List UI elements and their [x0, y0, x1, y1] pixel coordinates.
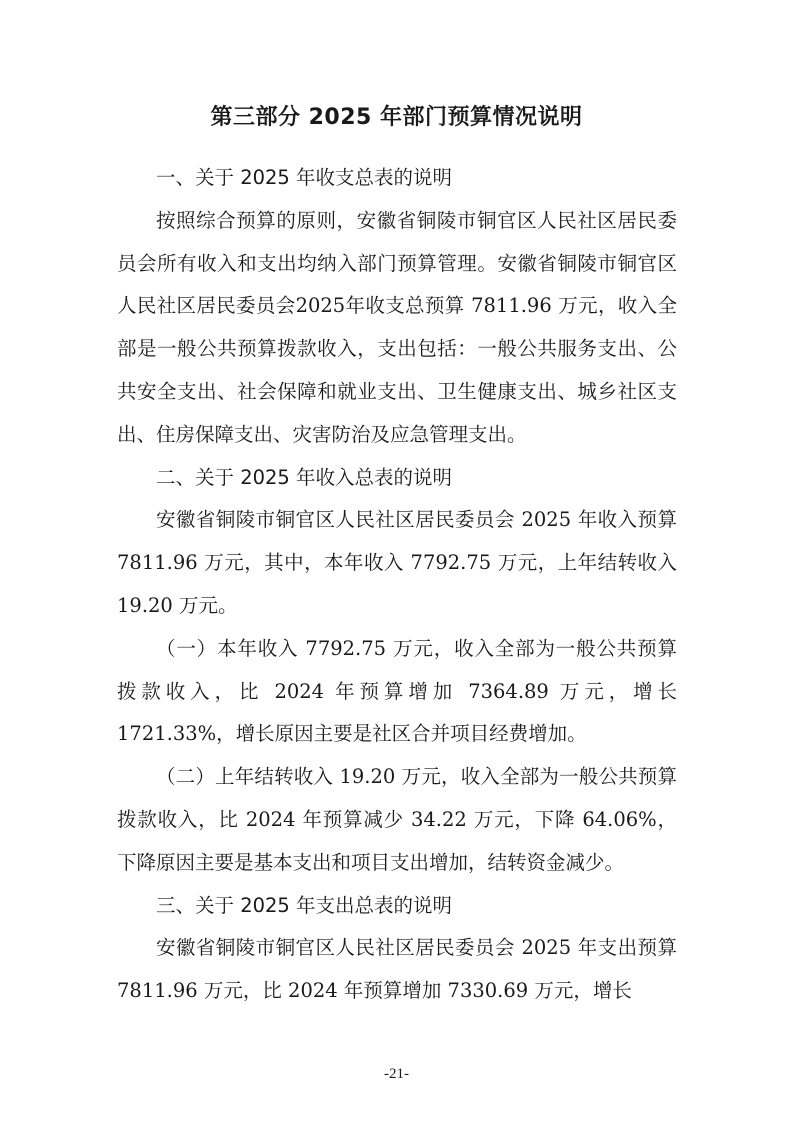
- paragraph-3: （一）本年收入 7792.75 万元，收入全部为一般公共预算拨款收入，比 2024 年预算增加 7364.89 万元，增长1721.33%，增长原因主要是社区合并项目经费增加。: [117, 636, 677, 746]
- section-heading-3: 三、关于 2025 年支出总表的说明: [156, 893, 453, 917]
- paragraph-2: 安徽省铜陵市铜官区人民社区居民委员会 2025 年收入预算 7811.96 万元，其中，本年收入 7792.75 万元，上年结转收入 19.20 万元。: [117, 508, 677, 617]
- page-number: -21-: [384, 1066, 409, 1082]
- page-title: 第三部分 2025 年部门预算情况说明: [210, 105, 583, 130]
- paragraph-5: 安徽省铜陵市铜官区人民社区居民委员会 2025 年支出预算 7811.96 万元，比 2024 年预算增加 7330.69 万元，增长: [117, 936, 677, 1003]
- paragraph-1: 按照综合预算的原则，安徽省铜陵市铜官区人民社区居民委员会所有收入和支出均纳入部门预算管理。安徽省铜陵市铜官区人民社区居民委员会2025年收支总预算 7811.96 万元，收入全部是一般公共预算拨款收入，支出包括：一般公共服务支出、公共安全支出、社会保障和就业支出、卫生健康支出、城乡社区支出、住房保障支出、灾害防治及应急管理支出。: [117, 208, 677, 446]
- section-heading-2: 二、关于 2025 年收入总表的说明: [156, 465, 453, 489]
- document-body: [117, 157, 677, 1013]
- section-heading-1: 一、关于 2025 年收支总表的说明: [156, 166, 453, 189]
- paragraph-4: （二）上年结转收入 19.20 万元，收入全部为一般公共预算拨款收入，比 2024 年预算减少 34.22 万元，下降 64.06%，下降原因主要是基本支出和项目支出增加，结转资金减少。: [117, 765, 677, 874]
